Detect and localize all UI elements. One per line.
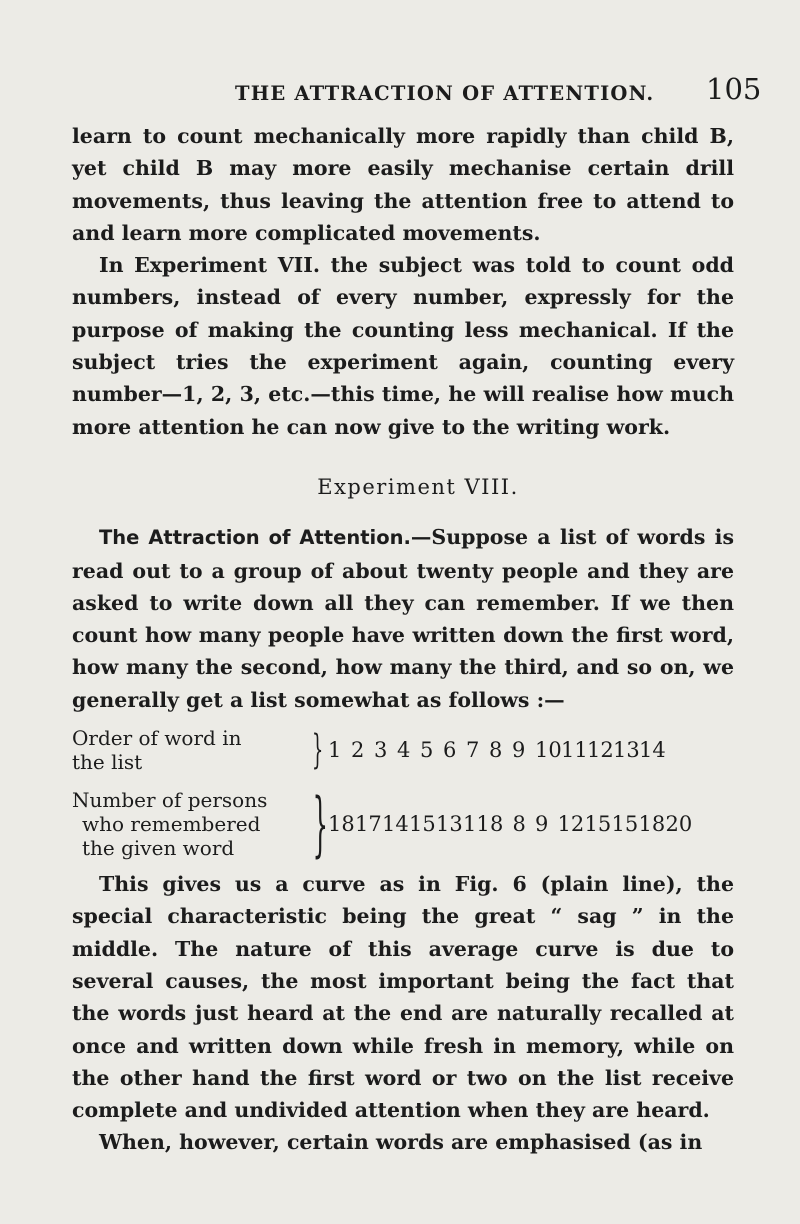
persons-value: 12: [557, 811, 585, 836]
row-label-persons-line2: who remembered: [82, 812, 261, 837]
order-value: 9: [512, 737, 526, 762]
order-value: 1: [328, 737, 342, 762]
persons-value: 18: [638, 811, 666, 836]
row-label-persons: [72, 788, 308, 860]
order-values: [322, 734, 665, 766]
order-value: 12: [587, 737, 614, 762]
row-label-order-line1: Order of word in: [72, 726, 242, 751]
paragraph-1: learn to count mechanically more rapidly than child B, yet child B may more easily mechanise certain drill movements, thus leaving the attention free to attend to and learn more complicated movements.: [72, 124, 734, 245]
persons-value: 15: [611, 811, 639, 836]
order-value: 2: [351, 737, 365, 762]
page-header: [0, 72, 800, 112]
order-value: 4: [397, 737, 411, 762]
order-value: 14: [639, 737, 666, 762]
run-in-heading: The Attraction of Attention.: [99, 526, 411, 550]
persons-value: 15: [409, 811, 436, 836]
table-row-persons: [72, 783, 734, 866]
paragraph-4: This gives us a curve as in Fig. 6 (plain line), the special characteristic being the great “ sag ” in the middle. The nature of this average curve is due to several causes, the most important being the fact that the words just heard at the end are naturally recalled at once and written down while fresh in memory, while on the other hand the first word or two on the list receive complete and undivided attention when they are heard.: [72, 872, 734, 1123]
persons-value: 14: [382, 811, 409, 836]
paragraph-2: In Experiment VII. the subject was told to count odd numbers, instead of every number, expressly for the purpose of making the counting less mechanical. If the subject tries the experiment again, counting every number—1, 2, 3, etc.—this time, he will realise how much more attention he can now give to the writing work.: [72, 253, 734, 439]
order-value: 3: [374, 737, 388, 762]
order-value: 10: [535, 737, 562, 762]
order-value: 13: [613, 737, 640, 762]
row-label-persons-line1: Number of persons: [72, 788, 268, 813]
persons-value: 9: [535, 811, 549, 836]
persons-value: 13: [436, 811, 463, 836]
persons-value: 18: [328, 811, 355, 836]
body-text: [72, 120, 734, 1159]
word-recall-table: [72, 726, 734, 866]
paragraph-5: When, however, certain words are emphasised (as in: [99, 1130, 703, 1155]
row-label-order-line2: the list: [72, 750, 143, 775]
running-head: THE ATTRACTION OF ATTENTION.: [235, 82, 655, 105]
experiment-heading-text: Experiment VIII.: [317, 474, 519, 499]
table-row-order: [72, 726, 734, 774]
order-value: 5: [420, 737, 434, 762]
persons-value: 8: [512, 811, 526, 836]
persons-value: 11: [463, 811, 490, 836]
row-label-order: [72, 726, 308, 774]
brace-glyph: }: [312, 783, 329, 866]
persons-value: 20: [665, 811, 693, 836]
order-value: 8: [489, 737, 503, 762]
experiment-heading: [72, 471, 734, 503]
paragraph-3-text: —Suppose a list of words is read out to a group of about twenty people and they are asked to write down all they can remember. If we then count how many people have written down the first word, how many the second, how many the third, and so on, we generally get a list somewhat as follows :—: [72, 525, 734, 712]
row-label-persons-line3: the given word: [82, 836, 235, 861]
persons-value: 8: [490, 811, 504, 836]
persons-value: 15: [584, 811, 612, 836]
persons-value: 17: [355, 811, 382, 836]
order-value: 11: [561, 737, 588, 762]
brace-glyph: }: [311, 727, 324, 774]
paragraph-3: [72, 521, 734, 716]
persons-values: [322, 808, 693, 840]
order-value: 7: [466, 737, 480, 762]
page-number: 105: [706, 72, 762, 106]
order-value: 6: [443, 737, 457, 762]
